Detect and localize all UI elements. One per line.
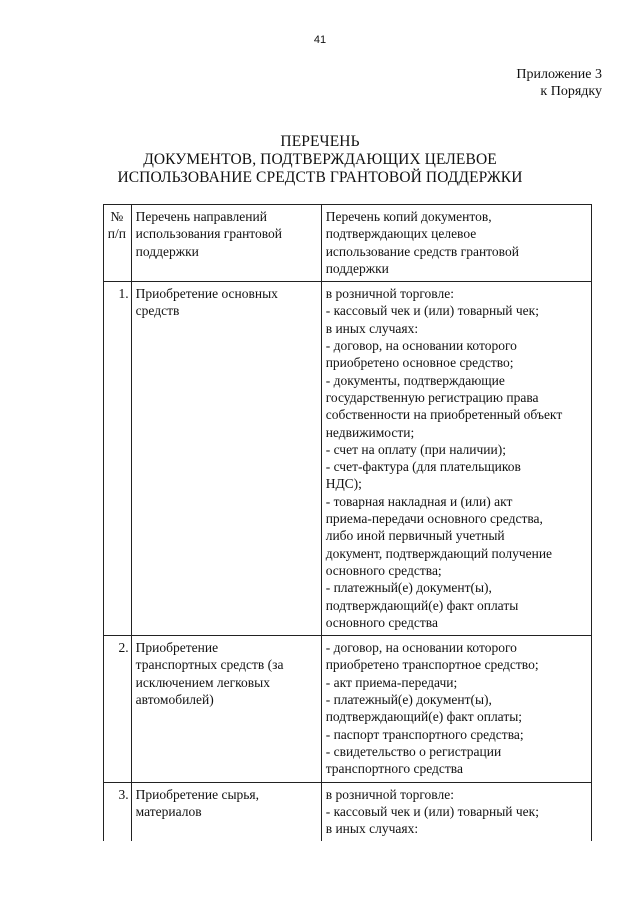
document-copies-line: основного средства; bbox=[325, 562, 442, 578]
title-line: ПЕРЕЧЕНЬ bbox=[280, 133, 360, 150]
direction-line: Приобретение основных bbox=[135, 286, 278, 302]
document-copies-line: приобретено основное средство; bbox=[325, 355, 514, 371]
table-row bbox=[104, 782, 592, 841]
document-title bbox=[0, 133, 640, 187]
direction-line: материалов bbox=[135, 803, 202, 819]
document-copies-line: в иных случаях: bbox=[325, 320, 419, 336]
document-copies-cell bbox=[321, 636, 591, 782]
document-copies-cell bbox=[321, 782, 591, 841]
direction-line: Приобретение bbox=[135, 640, 219, 656]
direction-line: исключением легковых bbox=[135, 674, 270, 690]
title-line: ИСПОЛЬЗОВАНИЕ СРЕДСТВ ГРАНТОВОЙ ПОДДЕРЖКИ bbox=[117, 169, 523, 186]
header-direction-cell bbox=[131, 205, 321, 282]
page-number: 41 bbox=[313, 34, 327, 46]
document-copies-line: транспортного средства bbox=[325, 761, 463, 777]
row-number-cell: 2. bbox=[104, 636, 132, 782]
document-copies-line: подтверждающий(е) факт оплаты bbox=[325, 597, 519, 613]
table-row bbox=[104, 282, 592, 636]
appendix-line: Приложение 3 bbox=[516, 67, 602, 82]
documents-table bbox=[103, 204, 592, 841]
header-direction-line: Перечень направлений bbox=[135, 209, 267, 224]
direction-cell bbox=[131, 782, 321, 841]
appendix-line: к Порядку bbox=[540, 84, 602, 99]
header-num-cell bbox=[104, 205, 132, 282]
document-copies-line: недвижимости; bbox=[325, 424, 415, 440]
direction-cell bbox=[131, 636, 321, 782]
document-copies-line: - договор, на основании которого bbox=[325, 338, 517, 354]
document-copies-line: НДС); bbox=[325, 476, 362, 492]
row-number-cell: 1. bbox=[104, 282, 132, 636]
document-copies-line: в розничной торговле: bbox=[325, 786, 454, 802]
table-header-row bbox=[104, 205, 592, 282]
direction-cell bbox=[131, 282, 321, 636]
document-copies-line: собственности на приобретенный объект bbox=[325, 407, 563, 423]
header-num-line: п/п bbox=[107, 226, 126, 242]
direction-line: транспортных средств (за bbox=[135, 657, 284, 673]
document-copies-line: либо иной первичный учетный bbox=[325, 528, 505, 544]
document-copies-line: - акт приема-передачи; bbox=[325, 674, 458, 690]
title-line: ДОКУМЕНТОВ, ПОДТВЕРЖДАЮЩИХ ЦЕЛЕВОЕ bbox=[143, 151, 497, 168]
document-copies-line: в розничной торговле: bbox=[325, 286, 454, 302]
header-copies-line: подтверждающих целевое bbox=[325, 226, 477, 242]
document-copies-line: - договор, на основании которого bbox=[325, 640, 517, 656]
document-copies-line: - товарная накладная и (или) акт bbox=[325, 493, 513, 509]
row-number-cell: 3. bbox=[104, 782, 132, 841]
header-direction-line: поддержки bbox=[135, 243, 199, 259]
direction-line: Приобретение сырья, bbox=[135, 786, 260, 802]
appendix-reference bbox=[516, 66, 602, 100]
document-copies-line: приобретено транспортное средство; bbox=[325, 657, 539, 673]
document-copies-line: - паспорт транспортного средства; bbox=[325, 726, 524, 742]
document-copies-line: в иных случаях: bbox=[325, 821, 419, 837]
header-copies-line: поддержки bbox=[325, 260, 389, 276]
header-copies-cell bbox=[321, 205, 591, 282]
document-copies-line: - счет-фактура (для плательщиков bbox=[325, 459, 521, 475]
document-copies-line: подтверждающий(е) факт оплаты; bbox=[325, 709, 523, 725]
document-copies-line: - кассовый чек и (или) товарный чек; bbox=[325, 803, 539, 819]
document-copies-line: государственную регистрацию права bbox=[325, 389, 539, 405]
header-num-line: № bbox=[110, 209, 124, 224]
document-copies-line: приема-передачи основного средства, bbox=[325, 511, 543, 527]
header-copies-line: Перечень копий документов, bbox=[325, 209, 492, 224]
document-copies-line: - счет на оплату (при наличии); bbox=[325, 441, 506, 457]
document-copies-line: - платежный(е) документ(ы), bbox=[325, 692, 492, 708]
document-copies-line: - документы, подтверждающие bbox=[325, 372, 505, 388]
table-row bbox=[104, 636, 592, 782]
document-copies-line: документ, подтверждающий получение bbox=[325, 545, 553, 561]
direction-line: средств bbox=[135, 303, 180, 319]
header-direction-line: использования грантовой bbox=[135, 226, 283, 242]
document-copies-line: - кассовый чек и (или) товарный чек; bbox=[325, 303, 539, 319]
document-copies-line: основного средства bbox=[325, 614, 438, 630]
document-copies-line: - платежный(е) документ(ы), bbox=[325, 580, 492, 596]
header-copies-line: использование средств грантовой bbox=[325, 243, 519, 259]
document-copies-cell bbox=[321, 282, 591, 636]
document-copies-line: - свидетельство о регистрации bbox=[325, 743, 502, 759]
direction-line: автомобилей) bbox=[135, 692, 214, 708]
